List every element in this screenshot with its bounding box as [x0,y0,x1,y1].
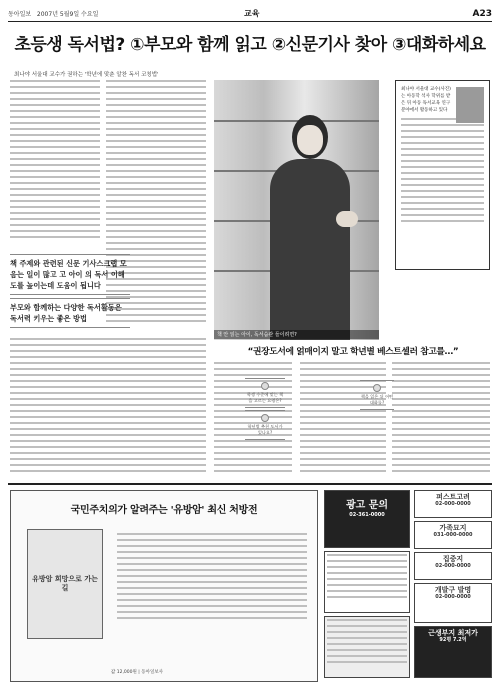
person-figure [264,115,354,340]
pull-quote-2 [10,298,130,328]
question-icon [261,382,269,390]
photo-caption: 책 안 읽는 아이, 독서습관 들이려면? [214,330,379,339]
ad-box-title: 광고 문의 [345,500,389,511]
text-lines [10,80,100,238]
ad-box [414,626,492,678]
text-lines [300,362,386,472]
ad-box [324,616,410,678]
qa-box-1 [245,378,285,408]
text-lines [401,118,484,222]
sidebar-description: 최나야 서울대 교수(사진)는 아동학 석사 학위를 받은 뒤 아동 독서교육 연구 분야에서 활동하고 있다 [401,87,451,113]
qa-label: 학년별 추천 도서가 있나요? [247,424,283,435]
paper-name: 동아일보 [8,11,32,18]
ad-box-title: 가족묘지 [439,524,467,532]
profile-photo [456,87,484,123]
text-lines [10,338,206,472]
qa-label: 책을 읽은 뒤 어떤 대화를? [360,394,394,405]
ad-box [414,583,492,623]
headline: 초등생 독서법? ①부모와 함께 읽고 ②신문기사 찾아 ③대화하세요 [14,35,486,55]
ad-box-title: 집중지 [442,555,464,563]
ad-body [117,533,307,623]
page-number: A23 [472,8,492,19]
ad-box-phone: 031-000-0000 [433,532,473,538]
ad-box [324,490,410,548]
ad-box-title: 개발구 발명 [434,586,472,594]
question-icon [261,414,269,422]
section-name: 교육 [244,9,260,18]
book-cover [27,529,103,639]
qa-box-3 [360,380,394,410]
ad-box-phone: 02-000-0000 [435,594,471,600]
ad-box-phone: 92평 7.2억 [439,637,467,643]
ad-box-phone: 02-000-0000 [435,501,471,507]
ad-box [414,552,492,580]
article-column-left [10,80,100,245]
paper-date [8,9,473,18]
ad-box-title: 근생부지 최저가 [428,629,478,637]
profile-sidebar [395,80,490,270]
interview-column-3 [392,362,490,477]
masthead [8,6,492,22]
classified-ads-right [414,490,492,682]
ad-footer: 값 12,000원 | 동아일보사 [111,670,163,675]
pull-quote [10,254,130,295]
ad-divider [8,483,492,485]
pull-quote-2-text: 부모와 함께하는 다양한 독서활동은 독서력 키우는 좋은 방법 [10,303,122,323]
ad-box-phone: 02-000-0000 [435,563,471,569]
book-advertisement [10,490,318,682]
article-photo [214,80,379,340]
ad-box-title: 퍼스트고려 [436,493,470,501]
text-lines [392,362,490,472]
article-column-lower-left [10,338,206,480]
qa-label: 학생 수준에 맞는 책을 고르는 요령은? [246,392,284,403]
qa-box-2 [245,410,285,440]
interview-headline: “권장도서에 얽매이지 말고 학년별 베스트셀러 참고를…” [247,347,459,357]
ad-box [414,521,492,549]
ad-title: 국민주치의가 알려주는 '유방암' 최신 처방전 [70,505,258,516]
issue-date: 2007년 5월9일 수요일 [36,11,99,18]
classified-ads-left [324,490,410,682]
question-icon [373,384,381,392]
subline: 최나야 서울대 교수가 권하는 '학년에 맞춘 알찬 독서 코칭법' [14,72,159,78]
book-title: 유방암 희망으로 가는 길 [32,575,98,592]
pull-quote-text: 책 주제와 관련된 신문 기사스크랩 모음는 일이 많고 고 아이 의 독서 이해도를 높이는데 도움이 됩니다 [10,259,127,290]
ad-box-phone: 02-361-0000 [349,512,385,518]
ad-box [324,551,410,613]
ad-box [414,490,492,518]
